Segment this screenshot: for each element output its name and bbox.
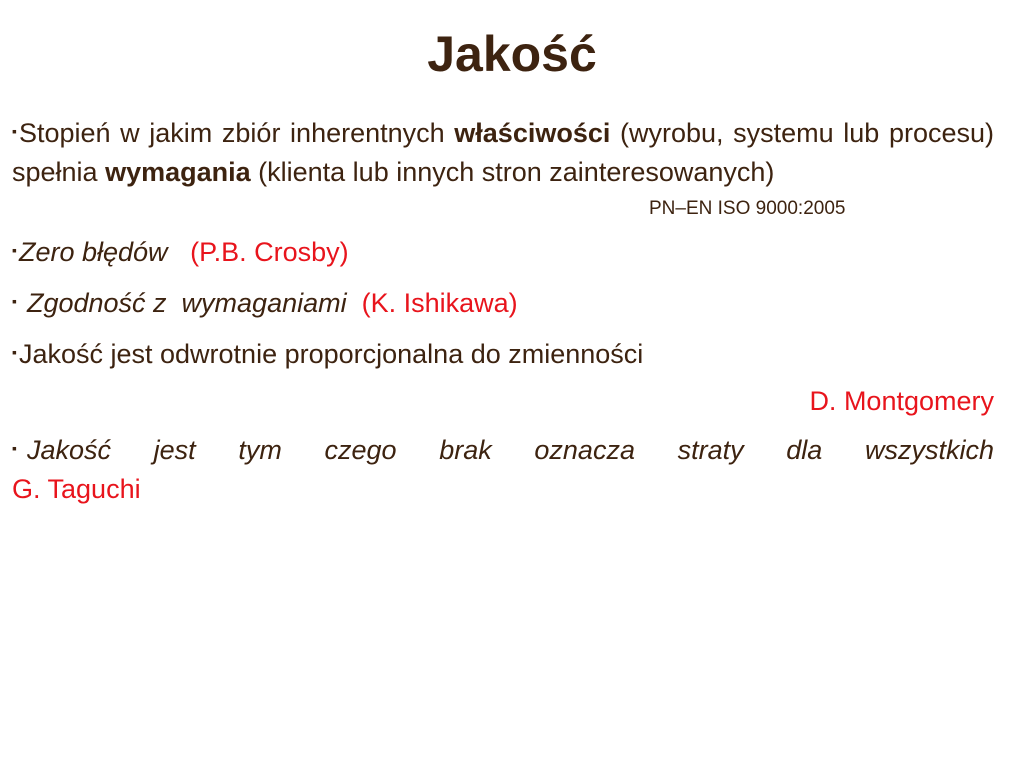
crosby-item bbox=[12, 231, 994, 272]
bullet-icon: ▪ bbox=[12, 440, 17, 456]
taguchi-item bbox=[12, 429, 994, 470]
definition-bold-properties: właściwości bbox=[454, 118, 611, 148]
definition-bold-requirements: wymagania bbox=[105, 157, 251, 187]
montgomery-item bbox=[12, 333, 994, 374]
ishikawa-quote: Zgodność z wymaganiami bbox=[26, 288, 347, 318]
bullet-icon: ▪ bbox=[12, 123, 17, 139]
crosby-author: (P.B. Crosby) bbox=[190, 237, 349, 267]
definition-text-1: Stopień w jakim zbiór inherentnych bbox=[18, 118, 455, 148]
slide-content bbox=[12, 112, 994, 509]
ishikawa-item bbox=[12, 282, 994, 323]
bullet-icon: ▪ bbox=[12, 293, 17, 309]
bullet-icon: ▪ bbox=[12, 344, 17, 360]
slide-title: Jakość bbox=[427, 26, 597, 82]
definition-source: PN–EN ISO 9000:2005 bbox=[649, 198, 846, 219]
crosby-quote: Zero błędów bbox=[18, 237, 168, 267]
montgomery-author: D. Montgomery bbox=[809, 386, 994, 416]
taguchi-quote: Jakość jest tym czego brak oznacza straty dla wszystkich bbox=[26, 435, 994, 465]
definition-item bbox=[12, 112, 994, 192]
taguchi-author: G. Taguchi bbox=[12, 474, 141, 504]
definition-text-3: (klienta lub innych stron zainteresowanych) bbox=[250, 157, 775, 187]
definition-text-2: (wyrobu, systemu lub procesu) spełnia bbox=[12, 118, 994, 187]
bullet-icon: ▪ bbox=[12, 242, 17, 258]
montgomery-quote: Jakość jest odwrotnie proporcjonalna do zmienności bbox=[18, 339, 644, 369]
ishikawa-author: (K. Ishikawa) bbox=[361, 288, 518, 318]
